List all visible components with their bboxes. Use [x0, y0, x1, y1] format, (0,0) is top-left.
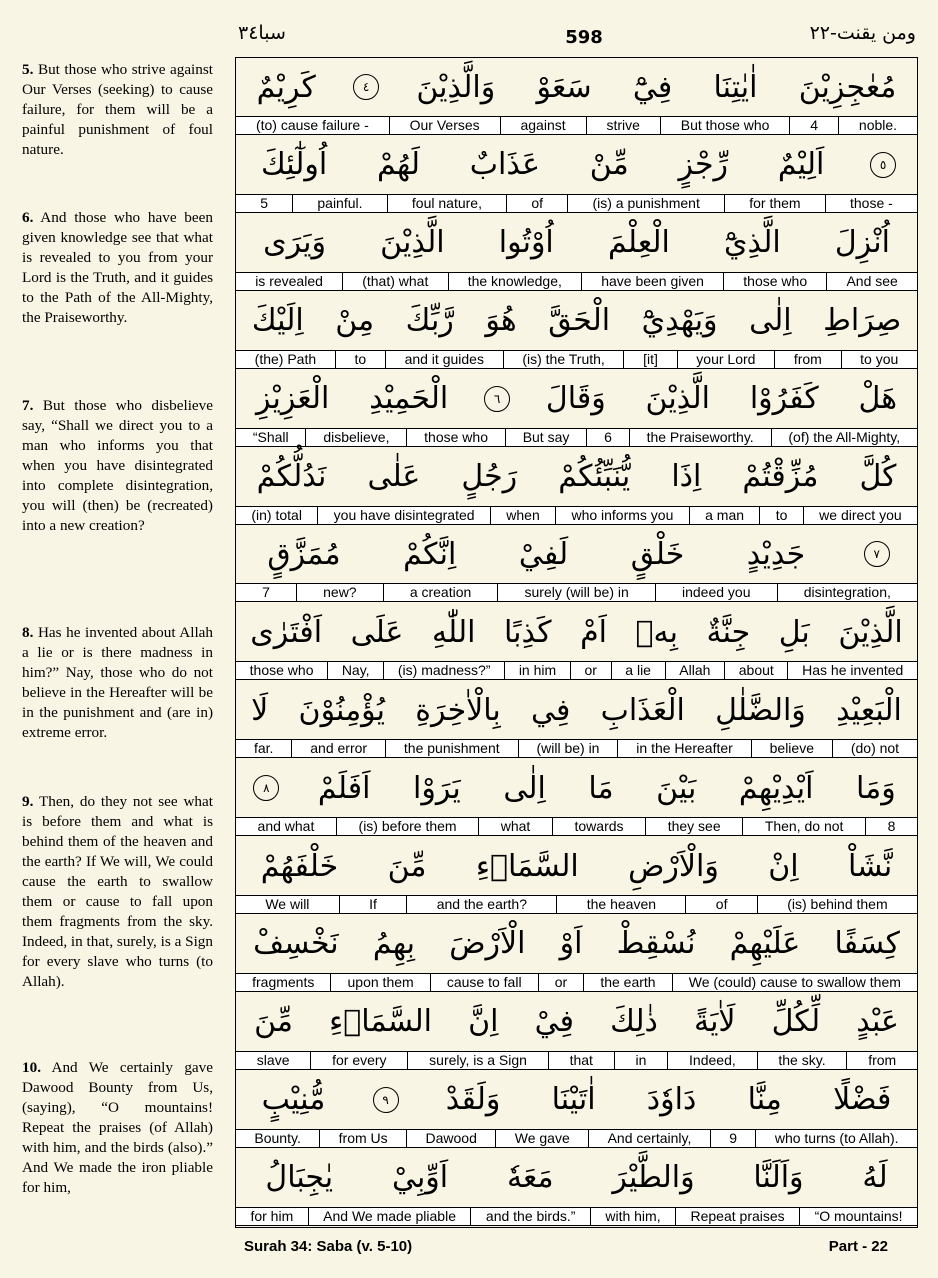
gloss-cell: they see — [645, 818, 742, 835]
gloss-cell: We gave — [495, 1130, 588, 1147]
arabic-word: يُؤْمِنُوْنَ — [298, 692, 386, 728]
arabic-line — [236, 1071, 917, 1129]
arabic-word: ذٰلِكَ — [610, 1004, 658, 1040]
arabic-word: جَدِيْدٍ — [746, 536, 806, 572]
gloss-cell: 6 — [586, 429, 628, 446]
arabic-word: اَفَلَمْ — [317, 770, 371, 806]
arabic-word: وَيَهْدِيْٓ — [641, 303, 718, 339]
arabic-word: عَلَى — [350, 614, 404, 650]
commentary-paragraph — [22, 60, 213, 160]
gloss-cell: a man — [689, 507, 760, 524]
arabic-word: بِهِمُ — [372, 926, 416, 962]
verse-line — [236, 837, 917, 915]
arabic-word: بَلِ — [778, 614, 810, 650]
arabic-word: اِلَيْكَ — [251, 303, 304, 339]
arabic-word: فِيْ — [534, 1004, 574, 1040]
arabic-word: رَجُلٍ — [461, 459, 518, 494]
gloss-cell: (the) Path — [254, 350, 317, 367]
arabic-word: الَّذِيْنَ — [838, 614, 903, 650]
arabic-word: نَخْسِفْ — [253, 926, 339, 962]
arabic-word: الْاَرْضَ — [449, 926, 526, 962]
verse-line — [236, 370, 917, 448]
gloss-cell: the earth — [583, 974, 671, 991]
page-number: 598 — [565, 27, 603, 48]
arabic-word: اِذَا — [671, 459, 702, 494]
gloss-cell: (that) what — [342, 273, 447, 290]
arabic-line — [236, 292, 917, 350]
arabic-word: عَبْدٍ — [856, 1004, 899, 1040]
gloss-cell: 9 — [710, 1130, 756, 1147]
gloss-cell: in him — [504, 662, 570, 679]
verse-text: And those who have been given knowledge see that what is revealed to you from your Lord is the Truth, and it guides to the Path of the All-Mighty, the Praiseworthy. — [22, 209, 213, 326]
arabic-line — [236, 525, 917, 583]
arabic-word: صِرَاطِ — [823, 303, 902, 339]
gloss-cell: (will be) in — [518, 740, 618, 757]
arabic-word: اَفْتَرٰى — [250, 614, 323, 650]
gloss-cell: you have disintegrated — [317, 507, 490, 524]
arabic-word: الْبَعِيْدِ — [836, 692, 902, 728]
gloss-cell: And certainly, — [588, 1130, 710, 1147]
verse-end-marker: ٧ — [864, 541, 890, 567]
gloss-cell: Dawood — [406, 1130, 495, 1147]
arabic-word: وَاَلَنَّا — [753, 1160, 804, 1196]
arabic-word: وَقَالَ — [545, 381, 606, 417]
arabic-word: مَعَهٗ — [506, 1160, 554, 1196]
arabic-word: يَرَوْا — [413, 770, 461, 806]
commentary-paragraph — [22, 1058, 213, 1198]
gloss-cell: “O mountains! — [799, 1208, 917, 1225]
arabic-line — [236, 837, 917, 895]
gloss-cell: and the earth? — [406, 896, 556, 913]
arabic-word: نَّشَاْ — [848, 848, 893, 884]
gloss-cell: disintegration, — [777, 584, 917, 601]
arabic-word: مِّنَ — [387, 848, 427, 884]
gloss-cell: “Shall — [252, 428, 289, 445]
arabic-word: اِنَّكُمْ — [403, 536, 457, 572]
arabic-word: مِنْ — [335, 303, 375, 339]
arabic-word: وَلَقَدْ — [445, 1082, 501, 1118]
verse-text: But those who disbelieve say, “Shall we direct you to a man who informs you that when you have disintegrated into complete disintegration, you will (then) be (recreated) into a new creation? — [22, 397, 213, 534]
gloss-cell: with him, — [590, 1208, 675, 1225]
verse-end-marker: ٥ — [870, 152, 896, 178]
gloss-cell: Bounty. — [254, 1129, 301, 1146]
arabic-word: لَا — [251, 692, 269, 728]
english-gloss-line — [236, 350, 917, 369]
arabic-word: اٰتَيْنَا — [551, 1082, 596, 1118]
arabic-word: مِّنَ — [254, 1004, 293, 1040]
arabic-line — [236, 214, 917, 272]
arabic-line — [236, 58, 917, 116]
arabic-word: نُسْقِطْ — [616, 926, 696, 962]
arabic-word: لَهُمْ — [377, 147, 420, 183]
gloss-cell: far. — [253, 740, 274, 757]
gloss-cell: and error — [291, 740, 385, 757]
arabic-word: نَدُلُّكُمْ — [256, 459, 327, 494]
arabic-line — [236, 448, 917, 506]
gloss-cell: And see — [826, 273, 917, 290]
gloss-cell: believe — [751, 740, 832, 757]
gloss-cell: and what — [257, 818, 315, 835]
arabic-word: خَلْقٍ — [630, 536, 685, 572]
gloss-cell: (do) not — [832, 740, 917, 757]
gloss-cell: (is) a punishment — [567, 195, 724, 212]
verse-line — [236, 759, 917, 837]
gloss-cell: painful. — [292, 195, 387, 212]
gloss-cell: towards — [552, 818, 645, 835]
verse-end-marker: ٤ — [353, 74, 379, 100]
arabic-word: كَرِيْمٌ — [256, 69, 316, 105]
arabic-word: الَّذِيْنَ — [645, 381, 710, 417]
gloss-cell: in — [614, 1052, 668, 1069]
english-gloss-line — [236, 506, 917, 525]
gloss-cell: a lie — [611, 662, 665, 679]
english-gloss-line — [236, 272, 917, 291]
verse-number: 8. — [22, 624, 34, 641]
verse-end-marker: ٨ — [253, 775, 279, 801]
commentary-paragraph — [22, 792, 213, 992]
arabic-word: فَضْلًا — [833, 1082, 892, 1118]
gloss-cell: [it] — [623, 351, 676, 368]
arabic-word: عَلَيْهِمْ — [729, 926, 801, 962]
arabic-word: اُولٰٓئِكَ — [260, 147, 328, 183]
gloss-cell: We will — [265, 896, 310, 912]
arabic-word: اٰيٰتِنَا — [713, 69, 758, 105]
gloss-cell: those who — [249, 662, 314, 679]
commentary-paragraph — [22, 208, 213, 328]
verse-number: 6. — [22, 209, 34, 226]
gloss-cell: And We made pliable — [308, 1208, 471, 1225]
gloss-cell: Our Verses — [389, 117, 500, 134]
gloss-cell: your Lord — [677, 351, 775, 368]
verse-line — [236, 525, 917, 603]
arabic-word: الَّذِيْنَ — [380, 225, 445, 261]
verse-number: 7. — [22, 397, 34, 414]
gloss-cell: in the Hereafter — [617, 740, 750, 757]
arabic-word: لَاٰيَةً — [694, 1004, 736, 1040]
arabic-word: مُمَزَّقٍ — [267, 536, 341, 572]
arabic-word: كِسَفًا — [834, 926, 900, 962]
gloss-cell: have been given — [581, 273, 723, 290]
gloss-cell: Then, do not — [742, 818, 865, 835]
english-gloss-line — [236, 1129, 917, 1148]
gloss-cell: slave — [256, 1051, 290, 1068]
english-gloss-line — [236, 583, 917, 602]
gloss-cell: surely, is a Sign — [407, 1052, 547, 1069]
arabic-word: الْحَمِيْدِ — [369, 381, 449, 417]
gloss-cell: (in) total — [251, 506, 302, 523]
verse-line — [236, 214, 917, 292]
gloss-cell: or — [570, 662, 611, 679]
english-gloss-line — [236, 116, 917, 135]
english-gloss-line — [236, 194, 917, 213]
gloss-cell: cause to fall — [430, 974, 538, 991]
arabic-line — [236, 915, 917, 973]
gloss-cell: who turns (to Allah). — [755, 1130, 917, 1147]
arabic-word: الَّذِيْٓ — [723, 225, 781, 261]
arabic-line — [236, 681, 917, 739]
verse-number: 9. — [22, 793, 34, 810]
gloss-cell: those who — [723, 273, 826, 290]
gloss-cell: Indeed, — [667, 1052, 756, 1069]
arabic-word: السَّمَاۤءِ — [329, 1004, 432, 1040]
arabic-word: لَفِيْ — [518, 536, 569, 572]
arabic-line — [236, 136, 917, 194]
gloss-cell: from Us — [319, 1130, 406, 1147]
gloss-cell: (is) behind them — [757, 896, 917, 913]
arabic-word: اِلٰى — [503, 770, 546, 806]
arabic-word: مِّنْ — [589, 147, 629, 183]
gloss-cell: and it guides — [385, 351, 503, 368]
arabic-word: وَمَا — [856, 770, 896, 806]
arabic-word: كَذِبًا — [504, 614, 552, 650]
arabic-line — [236, 603, 917, 661]
arabic-word: دَاوٗدَ — [646, 1082, 697, 1118]
gloss-cell: Has he invented — [787, 662, 917, 679]
arabic-word: الْعِلْمَ — [607, 225, 670, 261]
gloss-cell: 7 — [262, 584, 270, 601]
verse-line — [236, 136, 917, 214]
arabic-word: الْعَزِيْزِ — [255, 381, 330, 417]
arabic-word: بِالْاٰخِرَةِ — [415, 692, 501, 728]
arabic-word: رَّبِّكَ — [405, 303, 454, 339]
arabic-word: اِنْ — [768, 848, 799, 884]
gloss-cell: of — [506, 195, 567, 212]
gloss-cell: indeed you — [655, 584, 777, 601]
arabic-line — [236, 1149, 917, 1207]
gloss-cell: noble. — [838, 117, 917, 134]
gloss-cell: for him — [250, 1207, 294, 1224]
gloss-cell: 8 — [865, 818, 917, 835]
verse-line — [236, 681, 917, 759]
verse-line — [236, 603, 917, 681]
gloss-cell: fragments — [252, 973, 315, 990]
word-by-word-grid — [235, 57, 918, 1228]
verse-number: 10. — [22, 1059, 41, 1076]
gloss-cell: those who — [406, 429, 505, 446]
gloss-cell: Repeat praises — [675, 1208, 799, 1225]
gloss-cell: we direct you — [803, 507, 917, 524]
arabic-line — [236, 370, 917, 428]
arabic-word: عَلٰى — [367, 459, 421, 494]
gloss-cell: (is) before them — [336, 818, 478, 835]
arabic-word: الْحَقَّ — [548, 303, 611, 339]
arabic-word: هُوَ — [485, 303, 517, 339]
arabic-word: وَالْاَرْضِ — [628, 848, 719, 884]
gloss-cell: and the birds.” — [470, 1208, 589, 1225]
header-surah-name: سبا۳٤ — [238, 22, 286, 44]
arabic-word: اِلٰى — [749, 303, 792, 339]
gloss-cell: is revealed — [255, 272, 323, 289]
footer-part: Part - 22 — [828, 1238, 888, 1255]
gloss-cell: for every — [310, 1052, 407, 1069]
arabic-word: يُّنَبِّئُكُمْ — [558, 459, 631, 494]
gloss-cell: against — [500, 117, 586, 134]
gloss-cell: (is) the Truth, — [503, 351, 624, 368]
arabic-word: جِنَّةٌ — [706, 614, 751, 650]
arabic-word: بَيْنَ — [656, 770, 697, 806]
gloss-cell: If — [339, 896, 407, 913]
arabic-word: يٰجِبَالُ — [265, 1160, 334, 1196]
arabic-word: خَلْفَهُمْ — [260, 848, 339, 884]
arabic-word: وَيَرَى — [263, 225, 326, 261]
english-gloss-line — [236, 973, 917, 992]
arabic-word: اُنْزِلَ — [834, 225, 890, 261]
gloss-cell: from — [846, 1052, 917, 1069]
gloss-cell: to — [759, 507, 802, 524]
arabic-word: اَلِيْمٌ — [777, 147, 825, 183]
gloss-cell: those - — [825, 195, 917, 212]
gloss-cell: the knowledge, — [448, 273, 582, 290]
arabic-word: اللّٰهِ — [431, 614, 476, 650]
gloss-cell: who informs you — [555, 507, 689, 524]
verse-text: But those who strive against Our Verses (seeking) to cause failure, for them will be a painful punishment of foul nature. — [22, 61, 214, 158]
arabic-word: رِّجْزٍ — [678, 147, 729, 183]
gloss-cell: upon them — [330, 974, 429, 991]
verse-end-marker: ٩ — [373, 1087, 399, 1113]
gloss-cell: the Praiseworthy. — [629, 429, 771, 446]
arabic-word: وَالطَّيْرَ — [612, 1160, 695, 1196]
gloss-cell: the punishment — [385, 740, 518, 757]
gloss-cell: Allah — [665, 662, 724, 679]
arabic-word: اِنَّ — [468, 1004, 499, 1040]
verse-end-marker: ٦ — [484, 386, 510, 412]
arabic-word: فِيْٓ — [632, 69, 673, 105]
arabic-word: بِهٖ — [635, 614, 678, 650]
gloss-cell: to you — [841, 351, 918, 368]
arabic-word: وَالَّذِيْنَ — [416, 69, 496, 105]
arabic-word: اَيْدِيْهِمْ — [738, 770, 814, 806]
gloss-cell: what — [478, 818, 552, 835]
verse-line — [236, 448, 917, 526]
gloss-cell: Nay, — [327, 662, 383, 679]
arabic-word: سَعَوْ — [536, 69, 592, 105]
arabic-word: وَالضَّلٰلِ — [715, 692, 806, 728]
gloss-cell: surely (will be) in — [497, 584, 654, 601]
arabic-word: كَفَرُوْا — [749, 381, 819, 417]
header-juz-name: ومن يقنت-۲۲ — [809, 22, 916, 44]
arabic-line — [236, 993, 917, 1051]
verse-line — [236, 915, 917, 993]
arabic-word: مَا — [588, 770, 614, 806]
gloss-cell: that — [548, 1052, 614, 1069]
arabic-word: اَوْ — [559, 926, 583, 962]
arabic-word: مُّنِيْبٍ — [261, 1082, 326, 1118]
gloss-cell: for them — [724, 195, 825, 212]
arabic-word: عَذَابٌ — [469, 147, 540, 183]
gloss-cell: (to) cause failure - — [255, 117, 369, 133]
gloss-cell: 4 — [789, 117, 838, 134]
arabic-word: اَمْ — [580, 614, 607, 650]
arabic-word: الْعَذَابِ — [600, 692, 685, 728]
gloss-cell: But those who — [660, 117, 790, 134]
arabic-line — [236, 759, 917, 817]
verse-number: 5. — [22, 61, 34, 78]
verse-text: And We certainly gave Dawood Bounty from Us, (saying), “O mountains! Repeat the praises (of Allah) with him, and the birds (also).” And We made the iron pliable for him, — [22, 1059, 213, 1196]
arabic-word: لِّكُلِّ — [771, 1004, 821, 1040]
arabic-word: مُعٰجِزِيْنَ — [798, 69, 897, 105]
english-gloss-line — [236, 1051, 917, 1070]
verse-line — [236, 993, 917, 1071]
gloss-cell: new? — [296, 584, 383, 601]
gloss-cell: a creation — [383, 584, 498, 601]
gloss-cell: strive — [586, 117, 660, 134]
gloss-cell: to — [335, 351, 385, 368]
arabic-word: مِنَّا — [747, 1082, 782, 1118]
english-gloss-line — [236, 661, 917, 680]
gloss-cell: (of) the All-Mighty, — [771, 429, 917, 446]
verse-line — [236, 1071, 917, 1149]
gloss-cell: disbelieve, — [305, 429, 406, 446]
english-gloss-line — [236, 817, 917, 836]
english-gloss-line — [236, 428, 917, 447]
gloss-cell: (is) madness?” — [383, 662, 504, 679]
gloss-cell: from — [774, 351, 840, 368]
verse-line — [236, 292, 917, 370]
footer-surah: Surah 34: Saba (v. 5-10) — [244, 1238, 413, 1255]
gloss-cell: We (could) cause to swallow them — [672, 974, 917, 991]
commentary-paragraph — [22, 396, 213, 536]
verse-line — [236, 58, 917, 136]
arabic-word: هَلْ — [858, 381, 898, 417]
gloss-cell: But say — [505, 429, 586, 446]
commentary-paragraph — [22, 623, 213, 743]
arabic-word: مُزِّقْتُمْ — [742, 459, 819, 494]
gloss-cell: of — [685, 896, 756, 913]
arabic-word: اُوْتُوا — [498, 225, 554, 261]
arabic-word: السَّمَاۤءِ — [475, 848, 579, 884]
gloss-cell: foul nature, — [387, 195, 506, 212]
gloss-cell: or — [538, 974, 584, 991]
gloss-cell: about — [724, 662, 787, 679]
verse-text: Has he invented about Allah a lie or is there madness in him?” Nay, those who do not believe in the Hereafter will be in the punishment and (are in) extreme error. — [22, 624, 213, 741]
english-gloss-line — [236, 739, 917, 758]
arabic-word: كُلَّ — [859, 459, 897, 494]
gloss-cell: the sky. — [757, 1052, 847, 1069]
gloss-cell: 5 — [260, 194, 268, 211]
gloss-cell: when — [490, 507, 555, 524]
arabic-word: اَوِّبِيْ — [391, 1160, 449, 1196]
verse-line — [236, 1149, 917, 1227]
arabic-word: فِي — [530, 692, 571, 728]
english-gloss-line — [236, 895, 917, 914]
english-gloss-line — [236, 1207, 917, 1226]
gloss-cell: the heaven — [556, 896, 685, 913]
arabic-word: لَهُ — [862, 1160, 888, 1196]
verse-text: Then, do they not see what is before them and what is behind them of the heaven and the earth? If We will, We could cause the earth to swallow them or cause to fall upon them fragments from the sky. Indeed, in that, surely, is a Sign for every slave who turns (to Allah). — [22, 793, 213, 990]
